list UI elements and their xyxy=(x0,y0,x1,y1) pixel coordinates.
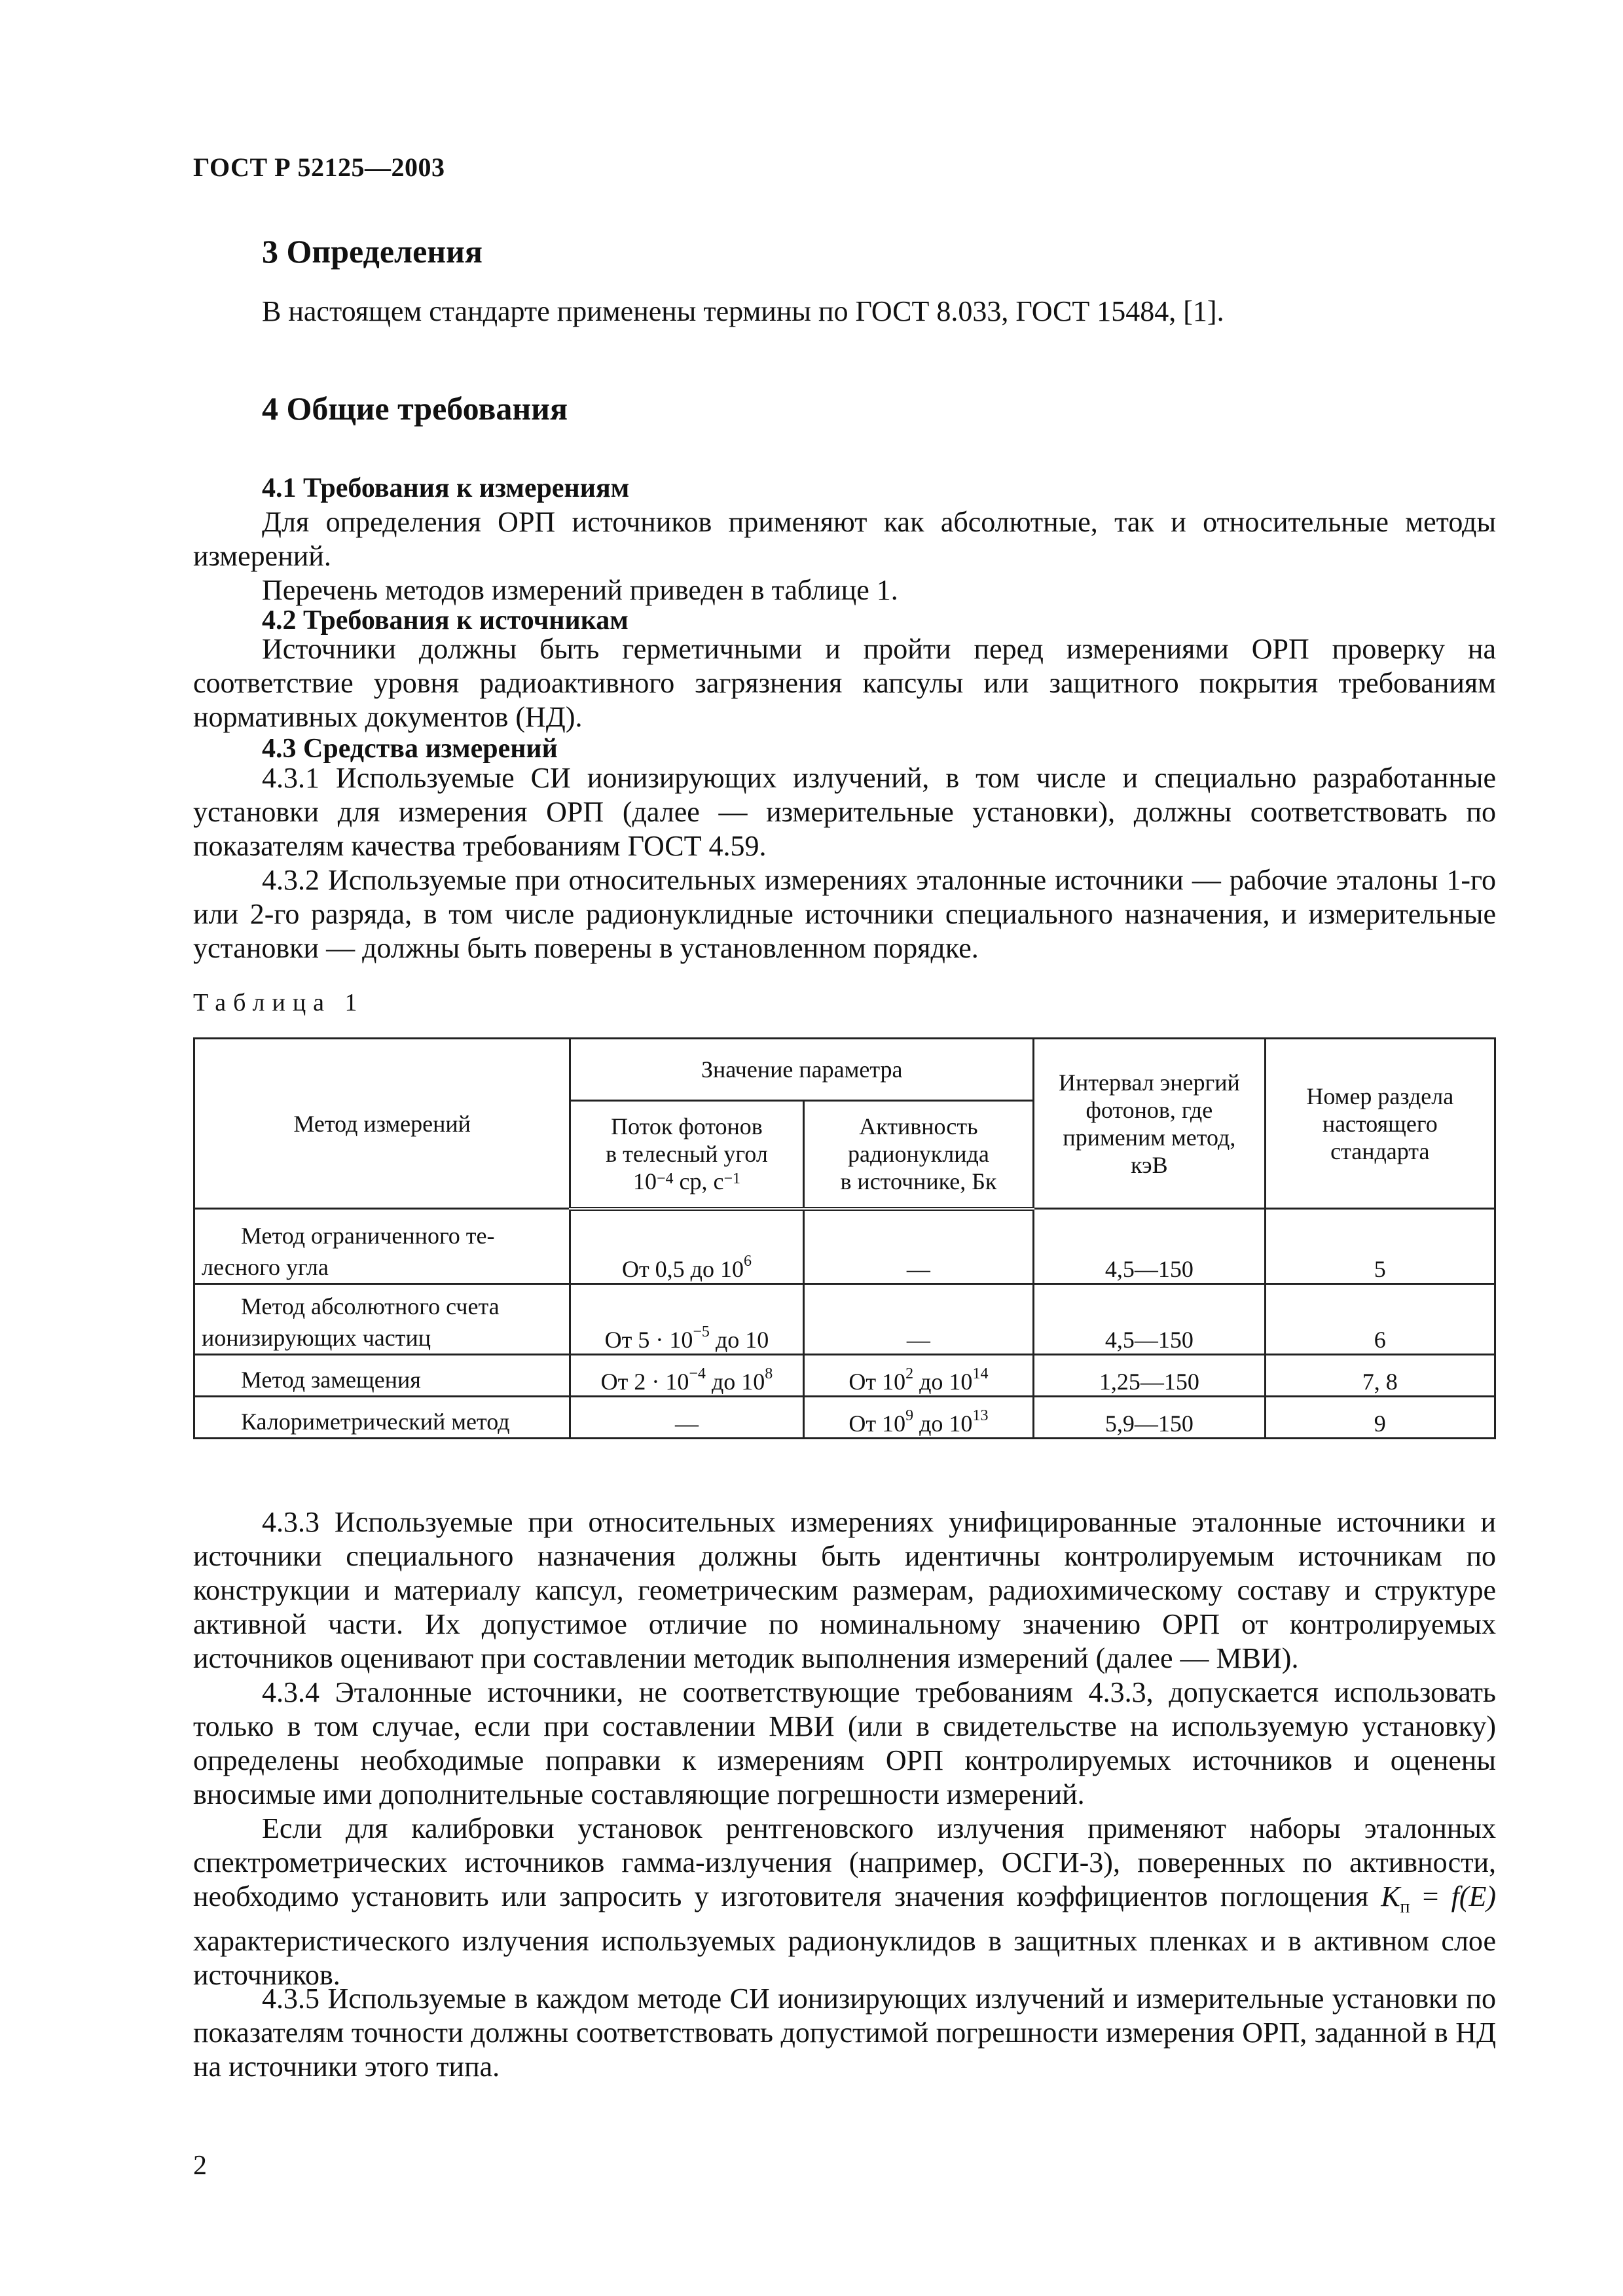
subsection-4-3-title: 4.3 Средства измерений xyxy=(262,734,558,764)
cell-method: Метод замещения xyxy=(194,1355,570,1397)
cell-activity: От $10^2$ до $10^{14}$ xyxy=(803,1355,1034,1397)
section-3-text: В настоящем стандарте применены термины по ГОСТ 8.033, ГОСТ 15484, [1]. xyxy=(262,295,1224,327)
paragraph-4-3-4: 4.3.4 Эталонные источники, не соответствующие требованиям 4.3.3, допускается использовать только в том случае, если при составлении МВИ (или в свидетельстве на используемую установку) определены необходимые поправки к измерениям ОРП контролируемых источников и оценены вносимые ими дополнительные составляющие погрешности измерений. xyxy=(193,1676,1496,1810)
cell-section: 7, 8 xyxy=(1265,1355,1495,1397)
table-row xyxy=(194,1397,1495,1439)
table-row xyxy=(194,1284,1495,1355)
cell-activity: — xyxy=(803,1284,1034,1355)
header-method: Метод измерений xyxy=(194,1039,570,1209)
header-energy-interval: Интервал энергий фотонов, где применим метод, кэВ xyxy=(1034,1039,1265,1209)
section-3-title: 3 Определения xyxy=(262,233,483,270)
cell-activity: От $10^9$ до $10^{13}$ xyxy=(803,1397,1034,1439)
cell-energy: 4,5—150 xyxy=(1034,1284,1265,1355)
paragraph-4-3-1: 4.3.1 Используемые СИ ионизирующих излучений, в том числе и специально разработанные установки для измерения ОРП (далее — измерительные установки), должны соответствовать по показателям качества требованиям ГОСТ 4.59. xyxy=(193,762,1496,862)
cell-flux: От $5 \cdot 10^{-5}$ до 10 xyxy=(570,1284,803,1355)
table-row xyxy=(194,1209,1495,1284)
cell-activity: — xyxy=(803,1209,1034,1284)
header-section-number: Номер раздела настоящего стандарта xyxy=(1265,1039,1495,1209)
page-number: 2 xyxy=(193,2151,207,2181)
paragraph-4-3-3: 4.3.3 Используемые при относительных измерениях унифицированные эталонные источники и источники специального назначения должны быть идентичны контролируемым источникам по конструкции и материалу капсул, геометрическим размерам, радиохимическому составу и структуре активной части. Их допустимое отличие по номинальному значению ОРП от контролируемых источников оценивают при составлении методик выполнения измерений (далее — МВИ). xyxy=(193,1506,1496,1674)
document-header: ГОСТ Р 52125—2003 xyxy=(193,152,445,182)
header-param-value: Значение параметра xyxy=(570,1039,1034,1101)
paragraph-4-2: Источники должны быть герметичными и пройти перед измерениями ОРП проверку на соответствие уровня радиоактивного загрязнения капсулы или защитного покрытия требованиям нормативных документов (НД). xyxy=(193,633,1496,733)
table-row xyxy=(194,1355,1495,1397)
paragraph-4-3-5: 4.3.5 Используемые в каждом методе СИ ионизирующих излучений и измерительные установки по показателям точности должны соответствовать допустимой погрешности измерения ОРП, заданной в НД на источники этого типа. xyxy=(193,1982,1496,2083)
paragraph-4-3-2: 4.3.2 Используемые при относительных измерениях эталонные источники — рабочие эталоны 1-го или 2-го разряда, в том числе радионуклидные источники специального назначения, и измерительные установки — должны быть поверены в установленном порядке. xyxy=(193,864,1496,964)
section-4-title: 4 Общие требования xyxy=(262,390,568,427)
cell-energy: 1,25—150 xyxy=(1034,1355,1265,1397)
cell-method: Метод ограниченного те- лесного угла xyxy=(194,1209,570,1284)
cell-flux: От 0,5 до $10^6$ xyxy=(570,1209,803,1284)
cell-method: Метод абсолютного счета ионизирующих частиц xyxy=(194,1284,570,1355)
header-activity: Активность радионуклида в источнике, Бк xyxy=(803,1101,1034,1209)
cell-energy: 5,9—150 xyxy=(1034,1397,1265,1439)
cell-flux: — xyxy=(570,1397,803,1439)
paragraph-calibration: Если для калибровки установок рентгеновского излучения применяют наборы эталонных спектрометрических источников гамма-излучения (например, ОСГИ-3), поверенных по активности, необходимо установить или запросить у изготовителя значения коэффициентов поглощения $K_п = f(E)$ характеристического излучения используемых радионуклидов в защитных пленках и в активном слое источников. xyxy=(193,1812,1496,1991)
cell-method: Калориметрический метод xyxy=(194,1397,570,1439)
table-caption: Таблица 1 xyxy=(193,989,365,1016)
paragraph-4-1-a: Для определения ОРП источников применяют как абсолютные, так и относительные методы измерений. xyxy=(193,506,1496,572)
cell-section: 6 xyxy=(1265,1284,1495,1355)
measurement-methods-table xyxy=(193,1037,1496,1439)
subsection-4-1-title: 4.1 Требования к измерениям xyxy=(262,473,630,503)
cell-section: 9 xyxy=(1265,1397,1495,1439)
cell-flux: От $2 \cdot 10^{-4}$ до $10^8$ xyxy=(570,1355,803,1397)
header-photon-flux: Поток фотонов в телесный угол $10^{-4}$ ср, $с^{-1}$ xyxy=(570,1101,803,1209)
subsection-4-2-title: 4.2 Требования к источникам xyxy=(262,605,629,636)
cell-energy: 4,5—150 xyxy=(1034,1209,1265,1284)
cell-section: 5 xyxy=(1265,1209,1495,1284)
paragraph-4-1-b: Перечень методов измерений приведен в таблице 1. xyxy=(262,574,898,606)
